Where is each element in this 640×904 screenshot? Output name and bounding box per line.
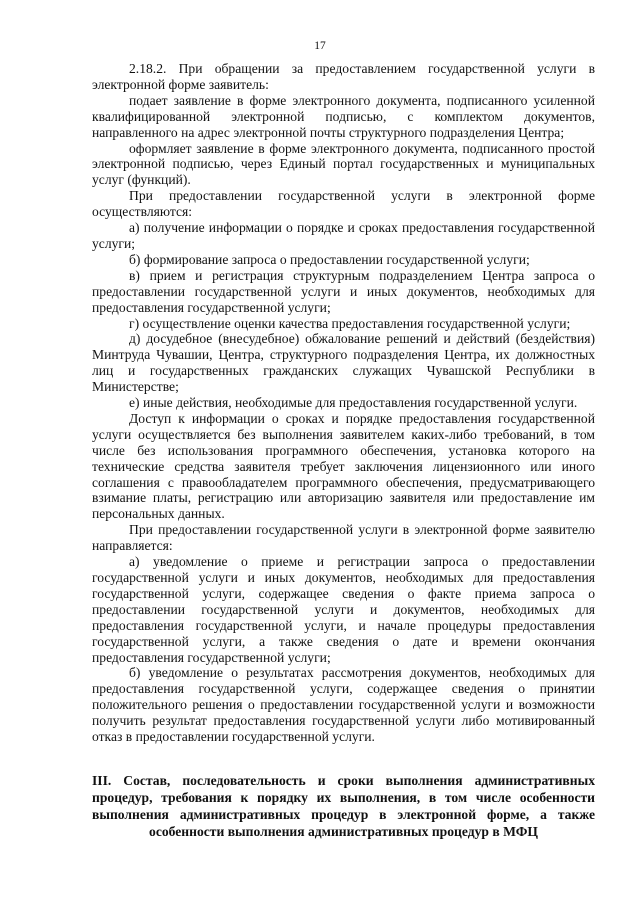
notification-item-a: а) уведомление о приеме и регистрации запроса о предоставлении государственной услуги и иных документов, необходимых для предоставления государственной услуги, содержащее сведения о факте приема запроса о предоставлении государственной услуги и документов, необходимых для предоставления государственной услуги, и начале процедуры предоставления государственной услуги, а также сведения о дате и времени окончания предоставления государственной услуги; [92, 554, 595, 665]
paragraph-submit-qualified-signature: подает заявление в форме электронного документа, подписанного усиленной квалифицированной электронной подписью, с комплектом документов, направленного на адрес электронной почты структурного подразделения Центра; [92, 92, 595, 140]
section-heading-text: III. Состав, последовательность и сроки выполнения административных процедур, требования к порядку их выполнения, в том числе особенности выполнения административных процедур в электронной форме, а также особенности выполнения административных процедур в МФЦ [92, 773, 595, 839]
section-heading [92, 772, 595, 840]
list-item-g: г) осуществление оценки качества предоставления государственной услуги; [129, 315, 571, 331]
list-item-e: е) иные действия, необходимые для предоставления государственной услуги. [129, 395, 578, 411]
paragraph-information-access: Доступ к информации о сроках и порядке предоставления государственной услуги осуществляется без выполнения заявителем каких-либо требований, в том числе без использования программного обеспечения, установка которого на технические средства заявителя требует заключения лицензионного или иного соглашения с правообладателем программного обеспечения, предусматривающего взимание платы, регистрацию или авторизацию заявителя или предоставление им персональных данных. [92, 410, 595, 522]
paragraph-2-18-2: 2.18.2. При обращении за предоставлением государственной услуги в электронной форме заявитель: [92, 61, 595, 92]
paragraph-electronic-actions-intro: При предоставлении государственной услуги в электронной форме осуществляются: [92, 188, 595, 220]
document-body [92, 61, 595, 745]
notification-item-b: б) уведомление о результатах рассмотрения документов, необходимых для предоставления государственной услуги, содержащее сведения о принятии положительного решения о предоставлении государственной услуги и возможности получить результат предоставления государственной услуги либо мотивированный отказ в предоставлении государственной услуги. [92, 665, 595, 745]
list-item-d: д) досудебное (внесудебное) обжалование решений и действий (бездействия) Минтруда Чувашии, Центра, структурного подразделения Центра, их должностных лиц и государственных гражданских служащих Чувашской Республики в Министерстве; [92, 331, 595, 395]
page-number: 17 [314, 40, 326, 52]
list-item-a: а) получение информации о порядке и сроках предоставления государственной услуги; [92, 220, 595, 251]
paragraph-submit-simple-signature: оформляет заявление в форме электронного документа, подписанного простой электронной подписью, через Единый портал государственных и муниципальных услуг (функций). [92, 140, 595, 188]
paragraph-notifications-intro: При предоставлении государственной услуги в электронной форме заявителю направляется: [92, 522, 595, 554]
list-item-v: в) прием и регистрация структурным подразделением Центра запроса о предоставлении государственной услуги и иных документов, необходимых для предоставления государственной услуги; [92, 267, 595, 315]
list-item-b: б) формирование запроса о предоставлении государственной услуги; [129, 251, 530, 267]
